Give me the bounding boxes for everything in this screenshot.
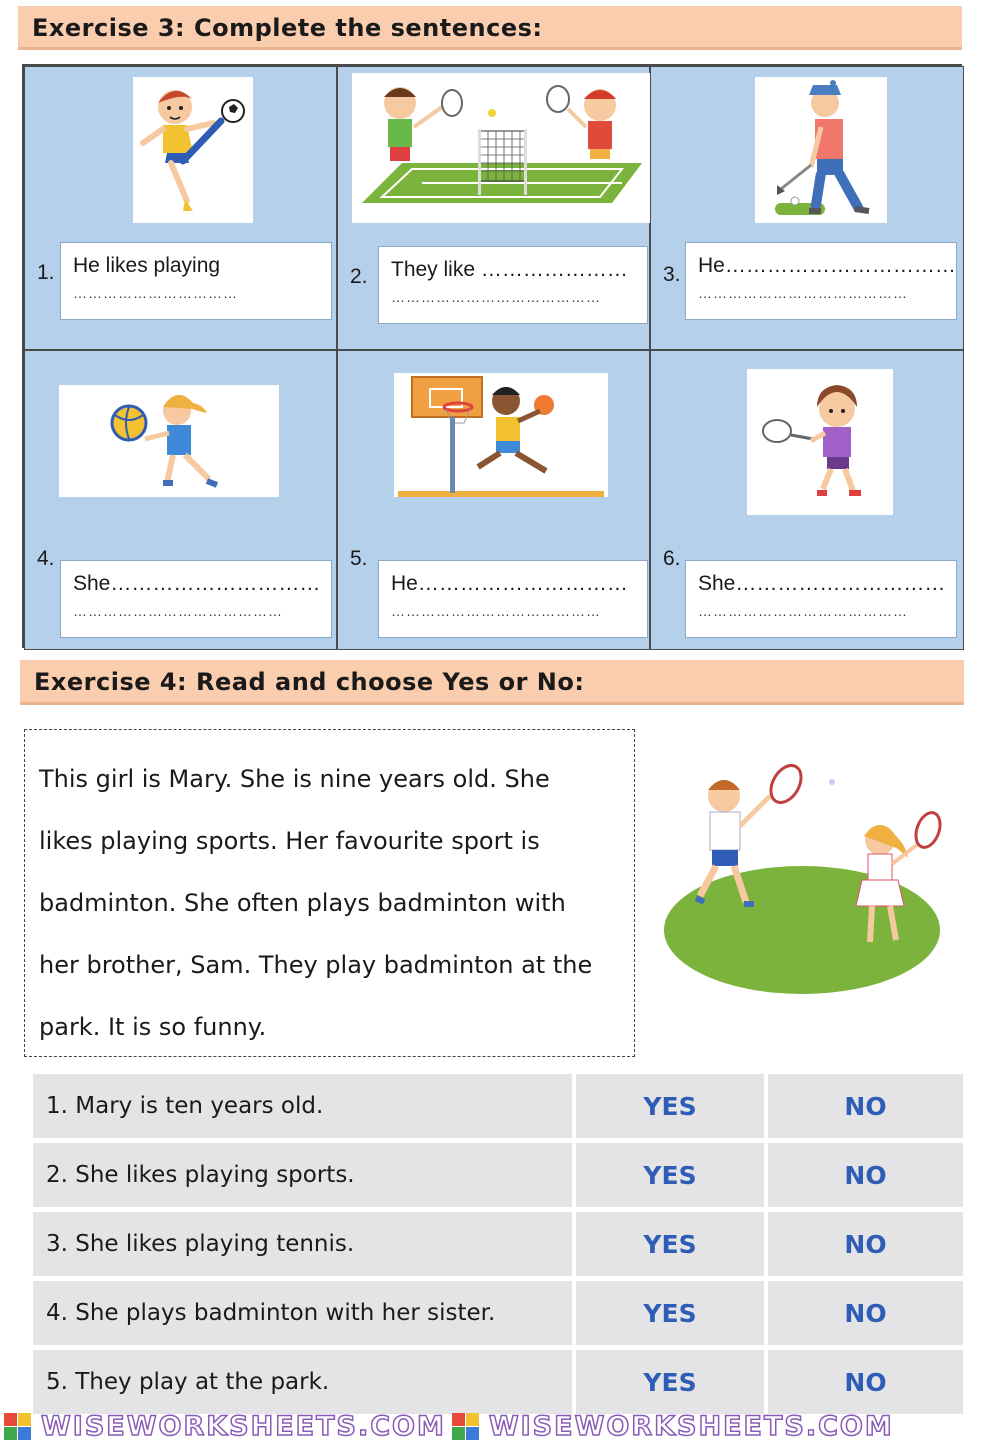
table-row (33, 1350, 963, 1414)
yes-option[interactable]: YES (576, 1281, 768, 1345)
passage-line: likes playing sports. Her favourite sport is (39, 827, 540, 855)
boy-kicking-football-picture (133, 77, 253, 223)
children-playing-badminton-park-picture (660, 740, 950, 1030)
passage-line: her brother, Sam. They play badminton at the (39, 951, 593, 979)
answer-prompt: He………………………… (391, 572, 628, 595)
question-text: 2. She likes playing sports. (33, 1143, 576, 1207)
watermark-text: WISEWORKSHEETS.COM (41, 1410, 446, 1442)
exercise-3-cell-4 (24, 350, 337, 650)
man-playing-golf-picture (755, 77, 887, 223)
item-number: 4. (37, 547, 55, 570)
exercise-3-cell-6 (650, 350, 964, 650)
passage-line: This girl is Mary. She is nine years old. She (39, 765, 550, 793)
wise-logo-icon (452, 1413, 479, 1440)
yes-option[interactable]: YES (576, 1350, 768, 1414)
answer-prompt: They like ………………… (391, 258, 628, 281)
no-option[interactable]: NO (768, 1143, 963, 1207)
answer-prompt: He…………………………… (698, 254, 956, 277)
watermark-text: WISEWORKSHEETS.COM (488, 1410, 894, 1442)
passage-line: park. It is so funny. (39, 1013, 267, 1041)
exercise-3-title: Exercise 3: Complete the sentences: (18, 6, 962, 50)
answer-blank[interactable]: …………………………………… (73, 603, 283, 619)
table-row (33, 1074, 963, 1138)
reading-passage (24, 729, 635, 1057)
no-option[interactable]: NO (768, 1350, 963, 1414)
question-text: 1. Mary is ten years old. (33, 1074, 576, 1138)
girl-playing-volleyball-picture (59, 385, 279, 497)
no-option[interactable]: NO (768, 1281, 963, 1345)
table-row (33, 1212, 963, 1276)
yes-no-table (33, 1074, 963, 1419)
table-row (33, 1143, 963, 1207)
item-number: 1. (37, 261, 55, 284)
no-option[interactable]: NO (768, 1212, 963, 1276)
question-text: 5. They play at the park. (33, 1350, 576, 1414)
yes-option[interactable]: YES (576, 1074, 768, 1138)
yes-option[interactable]: YES (576, 1143, 768, 1207)
answer-blank[interactable]: …………………………………… (698, 603, 908, 619)
answer-box-1[interactable] (60, 242, 332, 320)
exercise-3-cell-2 (337, 66, 650, 350)
watermark-footer (0, 1408, 1000, 1444)
answer-box-6[interactable] (685, 560, 957, 638)
no-option[interactable]: NO (768, 1074, 963, 1138)
answer-blank[interactable]: …………………………………… (698, 285, 908, 301)
item-number: 3. (663, 263, 681, 286)
answer-box-5[interactable] (378, 560, 648, 638)
kids-playing-badminton-picture (352, 73, 650, 223)
answer-blank[interactable]: …………………………… (73, 285, 238, 301)
exercise-3-cell-1 (24, 66, 337, 350)
table-row (33, 1281, 963, 1345)
yes-option[interactable]: YES (576, 1212, 768, 1276)
answer-prompt: He likes playing (73, 254, 221, 277)
girl-playing-badminton-picture (747, 369, 893, 515)
passage-line: badminton. She often plays badminton with (39, 889, 566, 917)
exercise-3-grid (22, 64, 962, 648)
question-text: 3. She likes playing tennis. (33, 1212, 576, 1276)
wise-logo-icon (4, 1413, 31, 1440)
item-number: 6. (663, 547, 681, 570)
answer-prompt: She………………………… (73, 572, 321, 595)
answer-box-2[interactable] (378, 246, 648, 324)
exercise-3-cell-3 (650, 66, 964, 350)
answer-box-3[interactable] (685, 242, 957, 320)
answer-blank[interactable]: …………………………………… (391, 289, 601, 305)
item-number: 5. (350, 547, 368, 570)
exercise-4-title: Exercise 4: Read and choose Yes or No: (20, 660, 964, 705)
answer-blank[interactable]: …………………………………… (391, 603, 601, 619)
item-number: 2. (350, 265, 368, 288)
answer-box-4[interactable] (60, 560, 332, 638)
question-text: 4. She plays badminton with her sister. (33, 1281, 576, 1345)
exercise-3-cell-5 (337, 350, 650, 650)
answer-prompt: She………………………… (698, 572, 946, 595)
boy-playing-basketball-picture (394, 373, 608, 497)
